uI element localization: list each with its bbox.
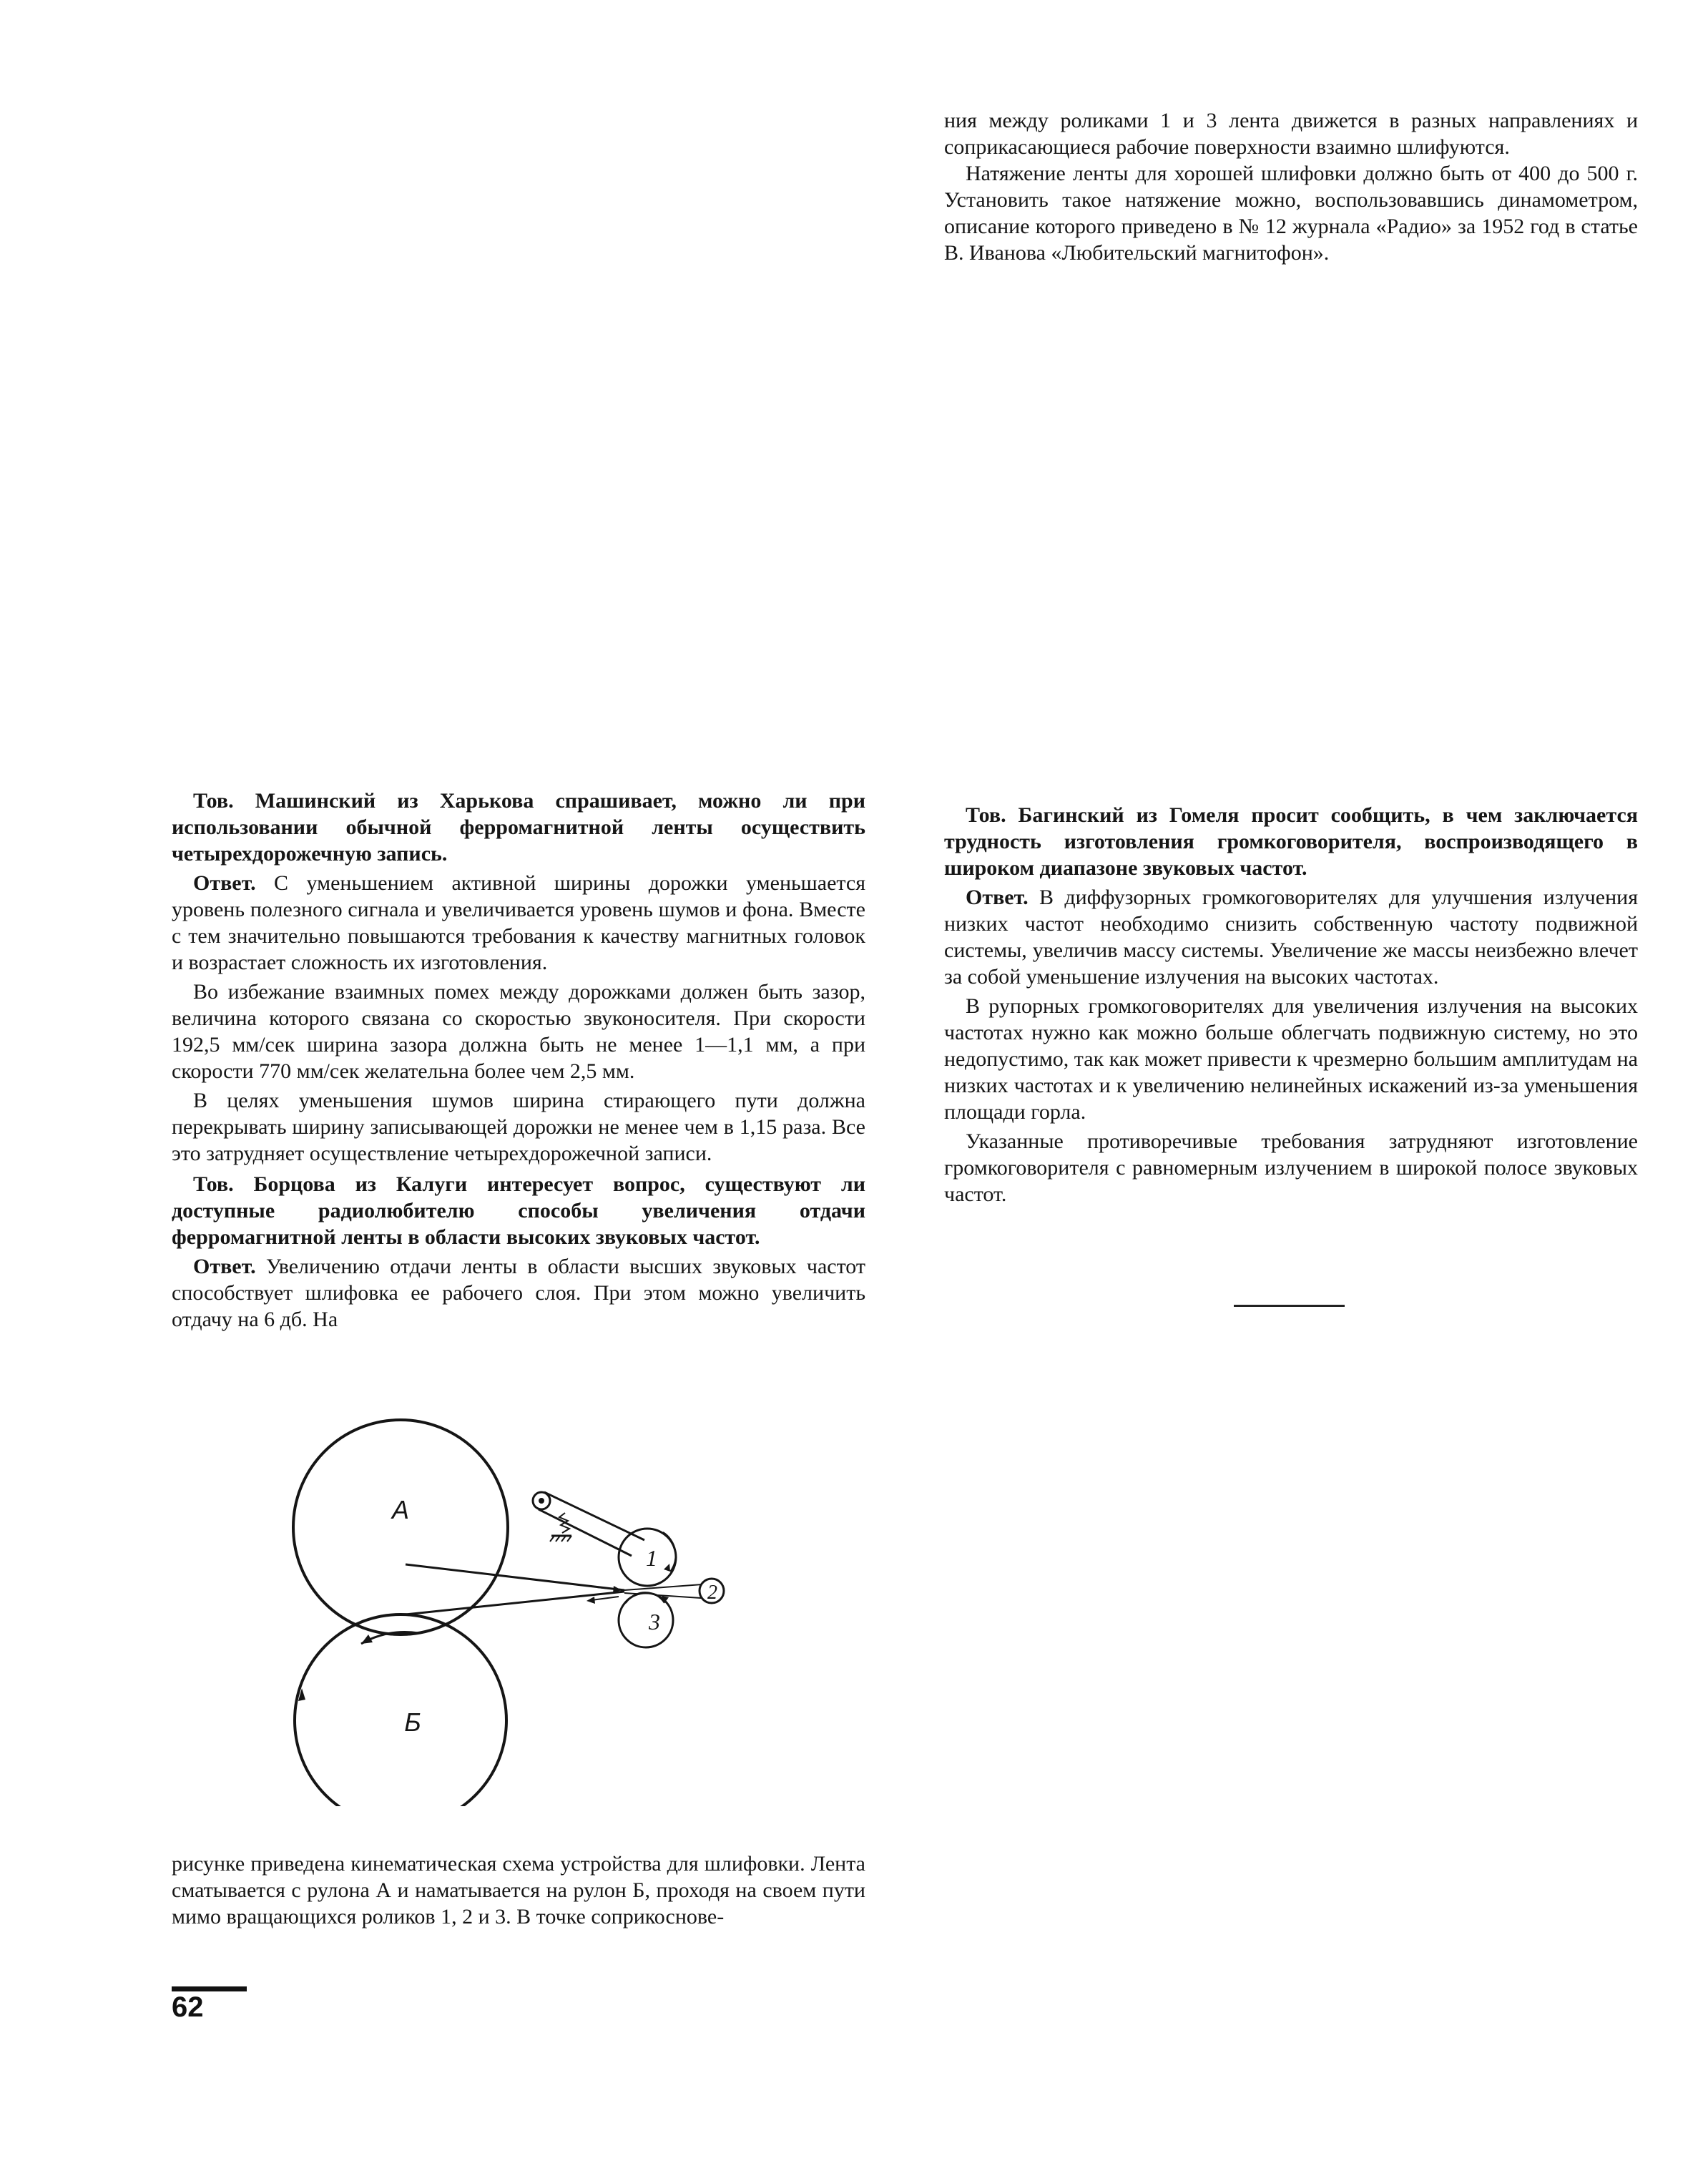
right-column-top	[944, 107, 1638, 266]
answer-bortsova	[172, 1253, 865, 1333]
lever-pivot-center	[539, 1498, 544, 1504]
roller-1-label: 1	[646, 1545, 657, 1571]
reel-a	[293, 1420, 508, 1635]
left-column-bottom	[172, 1851, 865, 1930]
right-mid-paragraph-2: В рупорных громкоговорителях для увеличения излучения на высоких частотах нужно как можно больше облегчать подвижную систему, но это недопустимо, так как может привести к чрезмерно большим амплитудам на низких частотах и к увеличению нелинейных искажений из-за уменьшения площади горла.	[944, 994, 1638, 1124]
left-mid-paragraph-3: В целях уменьшения шумов ширина стирающего пути должна перекрывать ширину записывающей дорожки не менее чем в 1,15 раза. Все это затрудняет осуществление четырехдорожечной записи.	[172, 1089, 865, 1165]
tape-arrow-back-head	[586, 1597, 595, 1604]
answer-mashinsky-text: С уменьшением активной ширины дорожки уменьшается уровень полезного сигнала и увеличивается уровень шумов и фона. Вместе с тем значительно повышаются требования к качеству магнитных головок и возрастает сложность их изготовления.	[172, 871, 866, 974]
page-number: 62	[172, 1991, 204, 2023]
answer-label: Ответ.	[193, 871, 256, 895]
left-mid-paragraph-2: Во избежание взаимных помех между дорожками должен быть зазор, величина которого связана со скоростью звуконосителя. При скорости 192,5 мм/сек ширина зазора должна быть не менее 1—1,1 мм, а при скорости 770 мм/сек желательна более чем 2,5 мм.	[172, 980, 865, 1083]
answer-label: Ответ.	[966, 886, 1029, 909]
answer-mashinsky	[172, 870, 865, 976]
answer-baginsky-text: В диффузорных громкоговорителях для улучшения излучения низких частот необходимо снизить собственную частоту подвижной системы, увеличив массу системы. Увеличение же массы неизбежно влечет за собой уменьшение излучения на высоких частотах.	[944, 886, 1638, 989]
kinematic-diagram	[283, 1406, 769, 1806]
right-column-middle	[944, 798, 1638, 1207]
left-column-middle	[172, 783, 865, 1333]
tape-upper-run	[406, 1564, 624, 1590]
answer-baginsky	[944, 884, 1638, 990]
roller-2-label: 2	[707, 1582, 717, 1604]
reel-b-label: Б	[404, 1707, 421, 1737]
right-top-paragraph-2: Натяжение ленты для хорошей шлифовки должно быть от 400 до 500 г. Установить такое натяжение можно, воспользовавшись динамометром, описание которого приведено в № 12 журнала «Радио» за 1952 год в статье В. Иванова «Любительский магнитофон».	[944, 162, 1638, 265]
right-top-paragraph-1: ния между роликами 1 и 3 лента движется в разных направлениях и соприкасающиеся рабочие поверхности взаимно шлифуются.	[944, 109, 1638, 159]
roller-3-label: 3	[649, 1609, 660, 1635]
reel-a-label: А	[391, 1495, 410, 1524]
left-bottom-paragraph-1: рисунке приведена кинематическая схема устройства для шлифовки. Лента сматывается с рулона А и наматывается на рулон Б, проходя на своем пути мимо вращающихся роликов 1, 2 и 3. В точке соприкоснове-	[172, 1852, 865, 1928]
lever-arm-bottom	[539, 1509, 632, 1556]
question-baginsky: Тов. Багинский из Гомеля просит сообщить, в чем заключается трудность изготовления громкоговорителя, воспроизводящего в широком диапазоне звуковых частот.	[944, 803, 1638, 880]
answer-bortsova-text: Увеличению отдачи ленты в области высших звуковых частот способствует шлифовка ее рабочего слоя. При этом можно увеличить отдачу на 6 дб. На	[172, 1255, 865, 1331]
section-divider	[1234, 1305, 1345, 1307]
question-mashinsky: Тов. Машинский из Харькова спрашивает, можно ли при использовании обычной ферромагнитной ленты осуществить четырехдорожечную запись.	[172, 789, 865, 866]
tape-lower-run	[406, 1592, 624, 1614]
question-bortsova: Тов. Борцова из Калуги интересует вопрос, существуют ли доступные радиолюбителю способы увеличения отдачи ферромагнитной ленты в области высоких звуковых частот.	[172, 1172, 865, 1249]
right-mid-paragraph-3: Указанные противоречивые требования затрудняют изготовление громкоговорителя с равномерным излучением в широкой полосе звуковых частот.	[944, 1129, 1638, 1206]
answer-label: Ответ.	[193, 1255, 256, 1278]
lever-arm-top	[544, 1492, 644, 1540]
reel-b	[295, 1614, 506, 1806]
tape-arrow-back	[592, 1597, 619, 1600]
